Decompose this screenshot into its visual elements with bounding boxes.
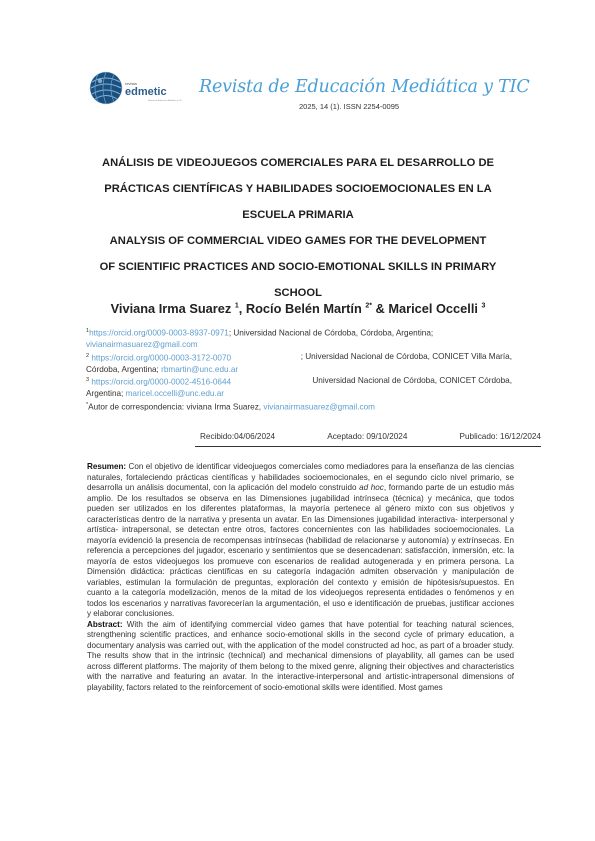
resumen-italic: ad hoc [359,483,384,492]
email-link-3[interactable]: maricel.occelli@unc.edu.ar [125,389,225,399]
affiliation-sup: * [86,401,89,408]
article-dates [200,432,541,441]
title-es-line-1: ANÁLISIS DE VIDEOJUEGOS COMERCIALES PARA EL DESARROLLO DE [101,157,495,169]
resumen-text: , formando parte de un estudio más amplio. De los resultados se observa en las Dimensiones jugabilidad intrínseca (técnica) y mecánica, que todos pueden ser utilizados en los diferentes plataformas, la mayoría pertenece al género mixto con sus objetivos y características dentro de la narrativa y presenta un avatar. En las Dimensiones jugabilidad interactiva- interpersonal y artística- intrapersonal, se detectan entre otros, factores concernientes con las habilidades socioemocionales. La mayoría evidenció la presencia de recompensas intrínsecas (habilidad de relacionarse y autonomía) y extrínsecas. En referencia a percepciones del jugador, escenario y sentimientos que se desencadenan: satisfacción, inmersión, etc. la mayoría de estos videojuegos los promueve con escenarios de realidad autogenerada y en primera persona. La Dimensión didáctica: prácticas científicas en su categoría indagación admiten observación y manipulación de variables, estimulan la formulación de preguntas, exploración del contexto y emisión de hipótesis/supuestos. En cuanto a la categoría modelización, menos de la mitad de los videojuegos representa entidades o fenómenos y en todos los escenarios y narrativas favorecerían la argumentación, el uso e identificación de pruebas, justificar acciones y elaborar conclusiones. [87,483,514,618]
dates-divider [195,446,541,447]
orcid-link-1[interactable]: https://orcid.org/0009-0003-8937-0971 [89,328,229,338]
abstract-label: Abstract: [87,619,123,629]
affiliation-text: ; Universidad Nacional de Córdoba, CONICET Villa María, [300,351,512,361]
affiliation-sup: 2 [86,352,90,359]
title-en-line-1: ANALYSIS OF COMMERCIAL VIDEO GAMES FOR THE DEVELOPMENT [109,235,487,247]
logo-globe-icon [90,72,122,104]
orcid-link-3[interactable]: https://orcid.org/0000-0002-4516-0644 [91,377,232,387]
abstract-paragraph [87,620,514,694]
title-es-line-2: PRÁCTICAS CIENTÍFICAS Y HABILIDADES SOCIOEMOCIONALES EN LA [104,183,492,195]
svg-text:edmetic: edmetic [125,86,167,98]
affiliation-text: Argentina; [86,389,126,399]
svg-text:Revista de Educación Mediática: Revista de Educación Mediática y TIC [148,100,182,102]
affiliation-text: ; Universidad Nacional de Córdoba, Córdoba, Argentina; [228,328,434,338]
affiliation-sup: 1 [86,328,90,334]
article-titles [62,150,534,306]
accepted-date: Aceptado: 09/10/2024 [327,432,408,441]
author-3-sup: 3 [481,302,486,310]
email-link-1[interactable]: vivianairmasuarez@gmail.com [86,340,198,350]
received-date: Recibido:04/06/2024 [200,432,276,441]
affiliation-sup: 3 [86,377,90,384]
edmetic-logo [88,70,196,106]
author-2-sup: 2* [365,302,372,310]
journal-issue-info: 2025, 14 (1). ISSN 2254-0095 [299,102,400,111]
affiliation-text: Universidad Nacional de Córdoba, CONICET Córdoba, [312,376,512,386]
journal-title: Revista de Educación Mediática y TIC [199,77,530,97]
abstract-section [87,462,514,693]
affiliation-1 [86,326,512,339]
author-separator: , [238,301,246,316]
corresponding-text: Autor de correspondencia: viviana Irma Suarez, [88,402,264,412]
author-1: Viviana Irma Suarez [110,301,235,316]
author-2: Rocío Belén Martín [245,301,366,316]
affiliation-3 [86,375,512,388]
affiliations [86,326,512,413]
corresponding-author [86,400,512,413]
title-en-line-3: SCHOOL [274,287,322,299]
resumen-label: Resumen: [87,462,127,471]
author-1-sup: 1 [234,302,239,310]
author-3: Maricel Occelli [388,301,482,316]
resumen-paragraph [87,462,514,620]
svg-text:revista: revista [125,81,137,86]
published-date: Publicado: 16/12/2024 [459,432,541,441]
author-separator: & [371,301,389,316]
affiliation-text: Córdoba, Argentina; [86,364,162,374]
email-link-corresponding[interactable]: vivianairmasuarez@gmail.com [263,402,375,412]
orcid-link-2[interactable]: https://orcid.org/0000-0003-3172-0070 [91,353,232,363]
author-list [60,301,536,316]
affiliation-2 [86,351,512,364]
email-link-2[interactable]: rbmartin@unc.edu.ar [161,364,239,374]
title-es-line-3: ESCUELA PRIMARIA [242,209,354,221]
title-en-line-2: OF SCIENTIFIC PRACTICES AND SOCIO-EMOTIONAL SKILLS IN PRIMARY [99,261,497,273]
resumen-text: Con el objetivo de identificar videojuegos comerciales como mediadores para la enseñanza de las ciencias naturales, fortaleciendo prácticas científicas y habilidades socioemocionales, en el segundo ciclo nivel primario, se desarrolla un análisis documental, con la aplicación del modelo construido [87,462,514,492]
abstract-text: With the aim of identifying commercial video games that have potential for teaching natural sciences, strengthening scientific practices, and enhance socio-emotional skills in the second cycle of primary education, a documentary analysis was carried out, with the application of the model constructed ad hoc, as part of a broader study. The results show that in the intrinsic (technical) and mechanical dimensions of playability, all games can be used across different platforms. The majority of them belong to the mixed genre, aligning their objectives and characteristics with the narrative and featuring an avatar. In the interactive-interpersonal and artistic-intrapersonal dimensions of playability, factors related to the reinforcement of socio-emotional skills were identified. Most games [87,619,514,692]
